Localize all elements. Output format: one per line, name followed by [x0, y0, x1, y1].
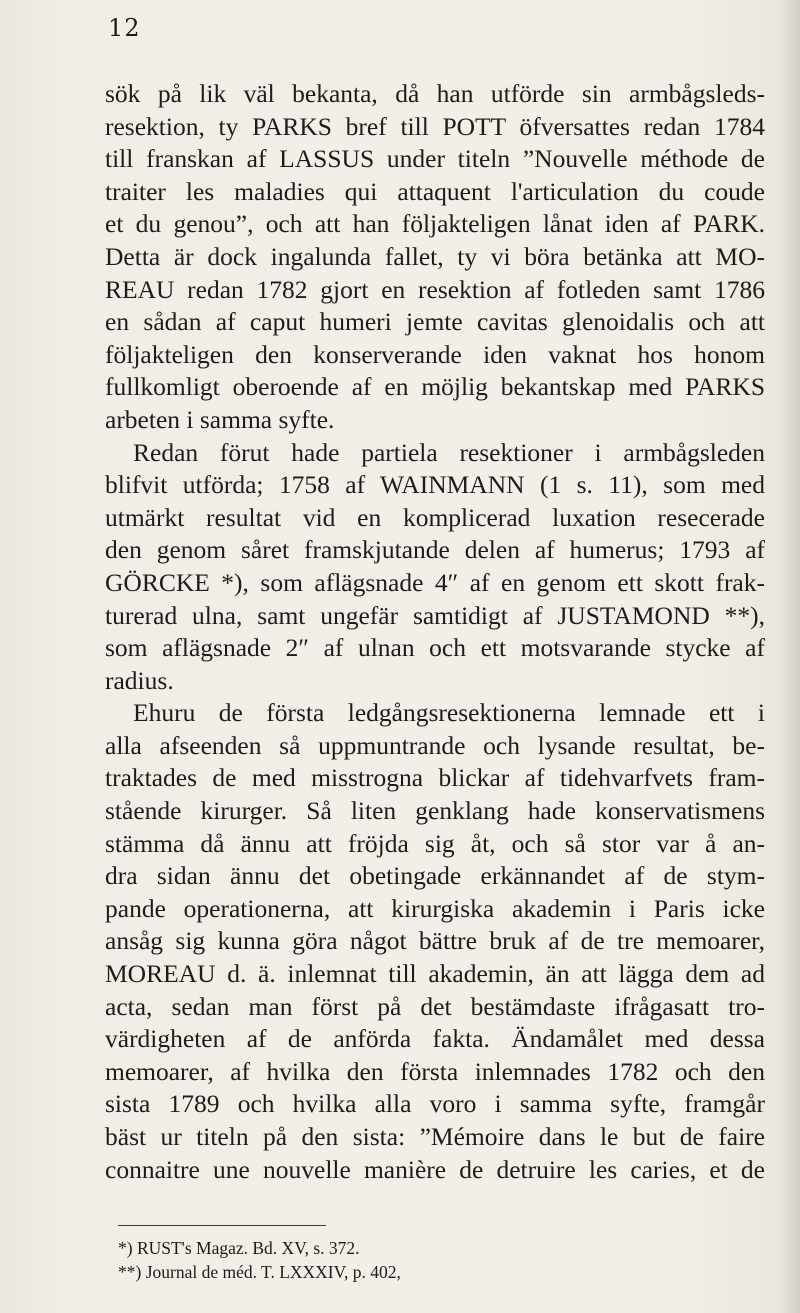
- text-line: som aflägsnade 2″ af ulnan och ett motsvarande stycke af: [105, 633, 765, 663]
- page-edge-shadow: [778, 0, 800, 1313]
- text-line: sista 1789 och hvilka alla voro i samma syfte, framgår: [105, 1089, 765, 1119]
- text-line: GÖRCKE *), som aflägsnade 4″ af en genom ett skott frak-: [105, 567, 765, 597]
- text-line: Detta är dock ingalunda fallet, ty vi böra betänka att MO-: [105, 241, 765, 271]
- text-line: bäst ur titeln på den sista: ”Mémoire dans le but de faire: [105, 1122, 765, 1151]
- text-line: den genom såret framskjutande delen af humerus; 1793 af: [105, 535, 765, 565]
- text-line: pande operationerna, att kirurgiska akademin i Paris icke: [105, 893, 765, 923]
- text-line: resektion, ty PARKS bref till POTT öfversattes redan 1784: [105, 111, 765, 141]
- text-line: blifvit utförda; 1758 af WAINMANN (1 s. 11), som med: [105, 470, 765, 500]
- text-line: följakteligen den konserverande iden vaknat hos honom: [105, 339, 765, 369]
- footnote-rule: [118, 1225, 326, 1226]
- text-line: ansåg sig kunna göra något bättre bruk af de tre memoarer,: [105, 926, 765, 956]
- text-line: fullkomligt oberoende af en möjlig bekantskap med PARKS: [105, 372, 765, 402]
- text-line: radius.: [105, 665, 174, 695]
- text-line: memoarer, af hvilka den första inlemnades 1782 och den: [105, 1056, 765, 1086]
- text-line: dra sidan ännu det obetingade erkännandet af de stym-: [105, 861, 765, 891]
- text-line: connaitre une nouvelle manière de detruire les caries, et de: [105, 1154, 765, 1184]
- text-line: acta, sedan man först på det bestämdaste ifrågasatt tro-: [105, 991, 765, 1021]
- text-line: et du genou”, och att han följakteligen lånat iden af PARK.: [105, 209, 765, 239]
- text-line: turerad ulna, samt ungefär samtidigt af JUSTAMOND **),: [105, 600, 765, 630]
- footnote: **) Journal de méd. T. LXXXIV, p. 402,: [118, 1262, 401, 1282]
- text-line: utmärkt resultat vid en komplicerad luxation resecerade: [105, 502, 765, 532]
- text-line: till franskan af LASSUS under titeln ”Nouvelle méthode de: [105, 144, 765, 174]
- text-line: MOREAU d. ä. inlemnat till akademin, än att lägga dem ad: [105, 959, 765, 989]
- text-line: traiter les maladies qui attaquent l'articulation du coude: [105, 176, 765, 206]
- text-line: arbeten i samma syfte.: [105, 404, 335, 434]
- footnote: *) RUST's Magaz. Bd. XV, s. 372.: [118, 1238, 360, 1258]
- text-line: Redan förut hade partiela resektioner i armbågsleden: [133, 437, 765, 467]
- body-text: [105, 78, 765, 1186]
- text-line: stämma då ännu att fröjda sig åt, och så stor var å an-: [105, 828, 765, 858]
- text-line: värdigheten af de anförda fakta. Ändamålet med dessa: [105, 1024, 765, 1054]
- footnotes: [118, 1236, 401, 1284]
- text-line: en sådan af caput humeri jemte cavitas glenoidalis och att: [105, 307, 765, 337]
- text-line: REAU redan 1782 gjort en resektion af fotleden samt 1786: [105, 274, 765, 304]
- text-line: alla afseenden så uppmuntrande och lysande resultat, be-: [105, 730, 765, 760]
- text-line: stående kirurger. Så liten genklang hade konservatismens: [105, 796, 765, 826]
- page-number: 12: [108, 14, 141, 42]
- text-line: traktades de med misstrogna blickar af tidehvarfvets fram-: [105, 763, 765, 793]
- text-line: Ehuru de första ledgångsresektionerna lemnade ett i: [133, 698, 765, 728]
- text-line: sök på lik väl bekanta, då han utförde sin armbågsleds-: [105, 79, 765, 108]
